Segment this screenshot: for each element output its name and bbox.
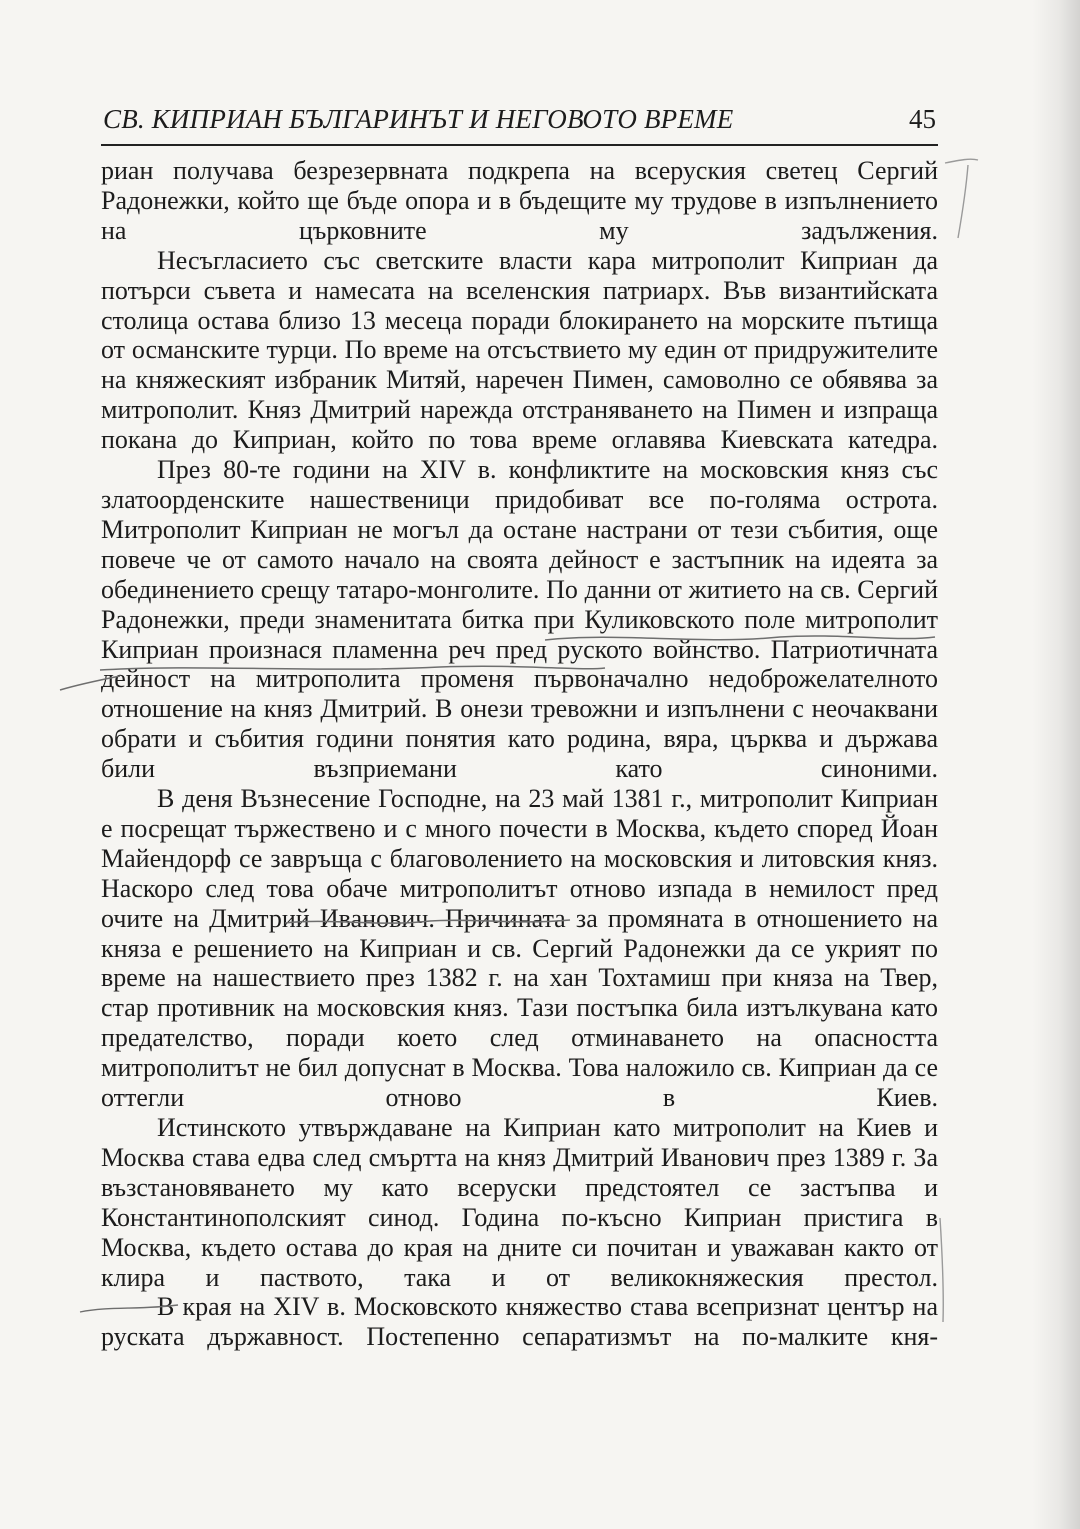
running-header — [101, 100, 938, 146]
paragraph-2: Несъгласието със светските власти кара митрополит Киприан да потърси съвета и намесата на вселенския патриарх. Във византийската столица остава близо 13 месеца поради блокирането на морските пътища от османските турци. По време на отсъствието му един от придружителите на княжеският избраник Митяй, наречен Пимен, самоволно се обявява за митрополит. Княз Дмитрий нарежда отстраняването на Пимен и изпраща покана до Киприан, който по това време оглавява Киевската катедра. — [101, 245, 938, 455]
page-edge-shadow — [1032, 0, 1080, 1529]
running-title: СВ. КИПРИАН БЪЛГАРИНЪТ И НЕГОВОТО ВРЕМЕ — [103, 104, 734, 134]
paragraph-3: През 80-те години на XIV в. конфликтите на московския княз със златоорденските нашественици придобиват все по-голяма острота. Митрополит Киприан не могъл да остане настрани от тези събития, още повече че от самото начало на своята дейност е застъпник на идеята за обединението срещу татаро-монголите. По данни от житието на св. Сергий Радонежки, преди знаменитата битка при Куликовското поле митрополит Киприан произнася пламенна реч пред руското войнство. Патриотичната дейност на митрополита променя първоначално недоброжелателното отношение на княз Дмитрий. В онези тревожни и изпълнени с неочаквани обрати и събития години понятия като родина, вяра, църква и държава били възприемани като синоними. — [101, 455, 938, 784]
page-number: 45 — [909, 104, 936, 134]
paragraph-1: риан получава безрезервната подкрепа на всеруския светец Сергий Радонежки, който ще бъде опора и в бъдещите му трудове в изпълнението на църковните му задължения. — [101, 156, 938, 245]
paragraph-5: Истинското утвърждаване на Киприан като митрополит на Киев и Москва става едва след смъртта на княз Дмитрий Иванович през 1389 г. За възстановяването му като всеруски предстоятел се застъпва и Константинополският синод. Година по-късно Киприан пристига в Москва, където остава до края на дните си почитан и уважаван както от клира и паството, така и от великокняжеския престол. — [101, 1113, 938, 1292]
paragraph-4: В деня Възнесение Господне, на 23 май 1381 г., митрополит Киприан е посрещат тържествено и с много почести в Москва, където според Йоан Майендорф се завръща с благоволението на московския и литовския княз. Наскоро след това обаче митрополитът отново изпада в немилост пред очите на Дмитрий Иванович. Причината за промяната в отношението на княза е решението на Киприан и св. Сергий Радонежки да се укрият по време на нашествието през 1382 г. на хан Тохтамиш при княза на Твер, стар противник на московския княз. Тази постъпка била изтълкувана като предателство, поради което след отминаването на опасността митрополитът не бил допуснат в Москва. Това наложило св. Киприан да се оттегли отново в Киев. — [101, 784, 938, 1113]
pencil-margin-mark-top — [945, 159, 978, 238]
paragraph-6: В края на XIV в. Московското княжество става всепризнат център на руската държавност. Постепенно сепаратизмът на по-малките кня- — [101, 1292, 938, 1352]
body-text — [101, 156, 938, 1352]
pencil-margin-bracket — [940, 1218, 943, 1322]
